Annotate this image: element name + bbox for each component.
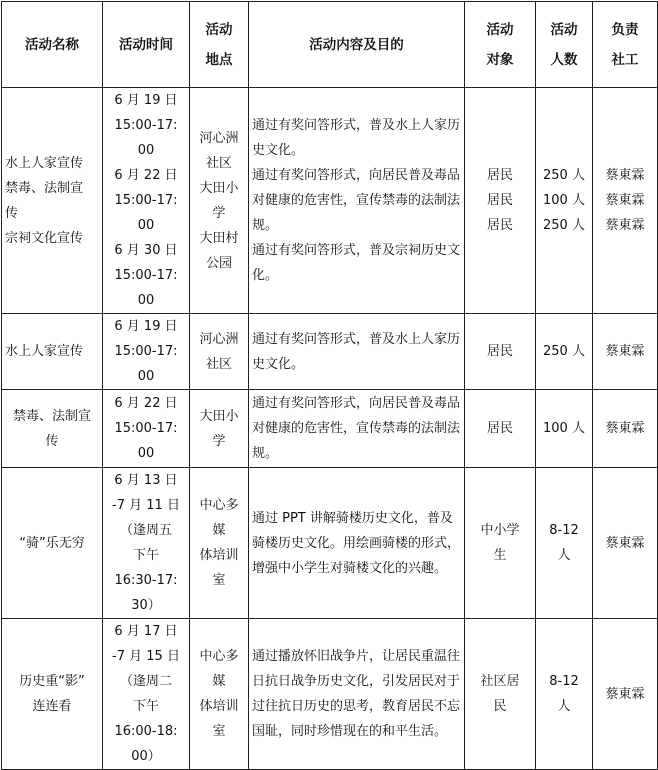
header-activity-time: 活动时间 [103, 2, 190, 88]
activity-content-cell: 通过有奖问答形式，向居民普及毒品对健康的危害性，宣传禁毒的法制法规。 [249, 390, 465, 468]
header-activity-count: 活动 人数 [536, 2, 593, 88]
table-row [2, 88, 658, 314]
activity-name-cell: 历史重“影” 连连看 [2, 619, 103, 770]
header-social-worker: 负责 社工 [593, 2, 658, 88]
activity-time-cell: 6 月 13 日 -7 月 11 日 （逢周五 下午 16:30-17: 30） [103, 468, 190, 619]
activity-schedule-table [1, 1, 658, 770]
activity-count-cell: 8-12 人 [536, 468, 593, 619]
activity-place-cell: 中心多 媒 体培训 室 [190, 619, 249, 770]
activity-count-cell: 250 人 100 人 250 人 [536, 88, 593, 314]
activity-name-cell: 水上人家宣传 [2, 314, 103, 390]
activity-place-cell: 中心多 媒 体培训 室 [190, 468, 249, 619]
activity-place-cell: 河心洲 社区 [190, 314, 249, 390]
activity-place-cell: 河心洲 社区 大田小 学 大田村 公园 [190, 88, 249, 314]
activity-content-cell: 通过播放怀旧战争片，让居民重温往日抗日战争历史文化，引发居民对于过往抗日历史的思考，教育居民不忘国耻，同时珍惜现在的和平生活。 [249, 619, 465, 770]
social-worker-cell: 蔡東霖 [593, 619, 658, 770]
table-row [2, 390, 658, 468]
activity-content-cell: 通过有奖问答形式，普及水上人家历史文化。 通过有奖问答形式，向居民普及毒品对健康的危害性，宣传禁毒的法制法规。 通过有奖问答形式，普及宗祠历史文化。 [249, 88, 465, 314]
activity-content-cell: 通过有奖问答形式，普及水上人家历史文化。 [249, 314, 465, 390]
activity-target-cell: 居民 [465, 390, 536, 468]
table-row [2, 314, 658, 390]
social-worker-cell: 蔡東霖 [593, 468, 658, 619]
header-activity-name: 活动名称 [2, 2, 103, 88]
activity-target-cell: 居民 [465, 314, 536, 390]
activity-target-cell: 居民 居民 居民 [465, 88, 536, 314]
activity-place-cell: 大田小 学 [190, 390, 249, 468]
activity-name-cell: 禁毒、法制宣 传 [2, 390, 103, 468]
activity-time-cell: 6 月 19 日 15:00-17: 00 [103, 314, 190, 390]
social-worker-cell: 蔡東霖 蔡東霖 蔡東霖 [593, 88, 658, 314]
activity-target-cell: 社区居 民 [465, 619, 536, 770]
table-row [2, 619, 658, 770]
social-worker-cell: 蔡東霖 [593, 390, 658, 468]
header-activity-place: 活动 地点 [190, 2, 249, 88]
activity-time-cell: 6 月 22 日 15:00-17: 00 [103, 390, 190, 468]
header-activity-target: 活动 对象 [465, 2, 536, 88]
table-row [2, 468, 658, 619]
activity-count-cell: 8-12 人 [536, 619, 593, 770]
activity-content-cell: 通过 PPT 讲解骑楼历史文化，普及骑楼历史文化。用绘画骑楼的形式，增强中小学生对骑楼文化的兴趣。 [249, 468, 465, 619]
header-activity-content: 活动内容及目的 [249, 2, 465, 88]
activity-name-cell: “骑”乐无穷 [2, 468, 103, 619]
activity-time-cell: 6 月 19 日 15:00-17: 00 6 月 22 日 15:00-17: 00 6 月 30 日 15:00-17: 00 [103, 88, 190, 314]
activity-target-cell: 中小学 生 [465, 468, 536, 619]
activity-count-cell: 250 人 [536, 314, 593, 390]
activity-name-cell: 水上人家宣传 禁毒、法制宣 传 宗祠文化宣传 [2, 88, 103, 314]
activity-count-cell: 100 人 [536, 390, 593, 468]
activity-time-cell: 6 月 17 日 -7 月 15 日 （逢周二 下午 16:00-18: 00） [103, 619, 190, 770]
table-header-row [2, 2, 658, 88]
social-worker-cell: 蔡東霖 [593, 314, 658, 390]
